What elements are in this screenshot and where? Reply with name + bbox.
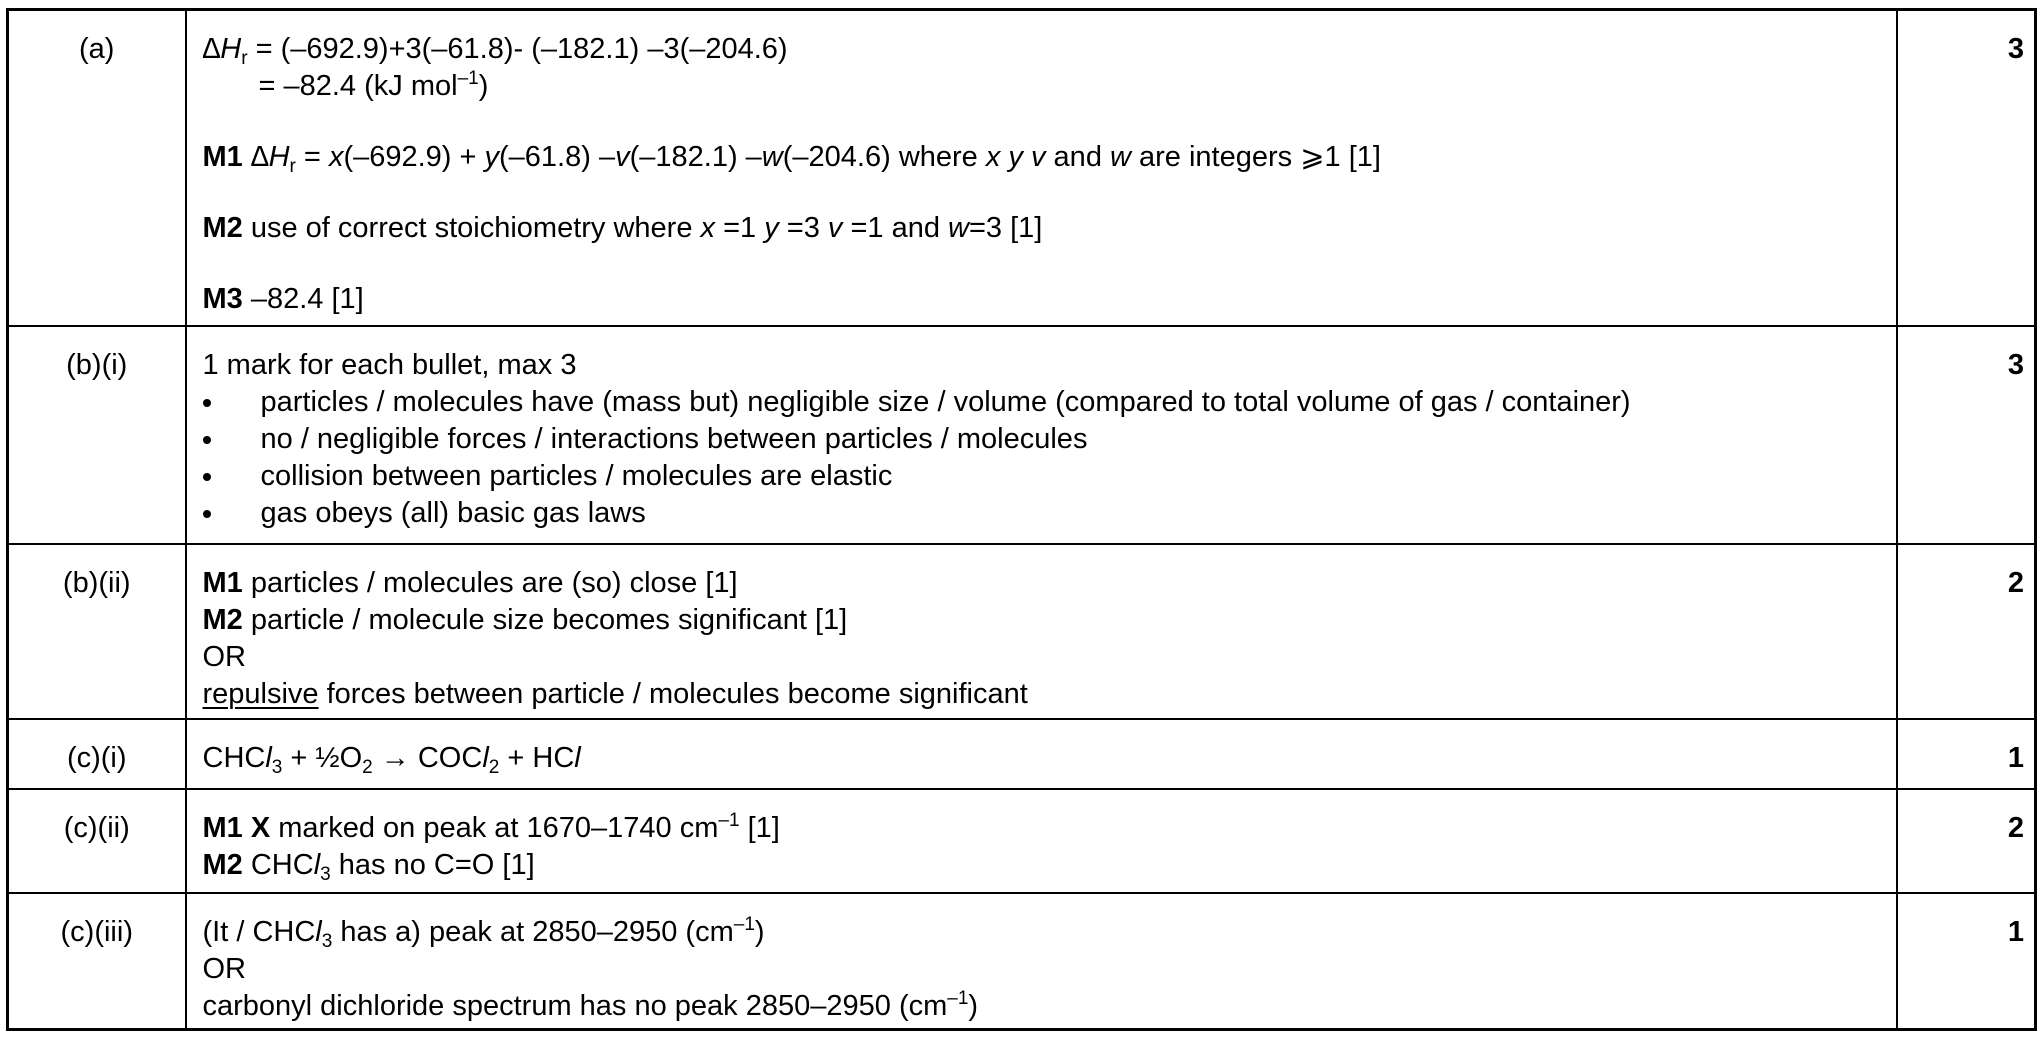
marks-cell — [1897, 719, 2036, 789]
table-row — [8, 326, 2036, 544]
chemical-equation: CHCl$_3$ + $\frac{1}{2}O_2$ → COCl$_2$ + HCl — [202, 741, 581, 778]
question-number-cell — [8, 893, 186, 1030]
answer-intro: 1 mark for each bullet, max 3 — [202, 348, 577, 381]
answer-cell — [186, 10, 1897, 326]
marking-point-m1: M1 X marked on peak at 1670–1740 $cm^{-1}$ [1] — [202, 809, 780, 844]
marks-value: 2 — [2007, 811, 2024, 844]
marks-value: 1 — [2007, 741, 2024, 774]
marks-value: 1 — [2007, 915, 2024, 948]
marks-cell — [1897, 10, 2036, 326]
marking-point-m2: M2 CHCl$_3$ has no C=O [1] — [202, 848, 535, 885]
question-number: (c)(iii) — [60, 915, 133, 948]
marks-cell — [1897, 326, 2036, 544]
mark-scheme-table — [6, 8, 2037, 1031]
question-number-cell — [8, 544, 186, 719]
marks-cell — [1897, 544, 2036, 719]
bullet-item: collision between particles / molecules are elastic — [203, 458, 1880, 495]
answer-line: $\Delta H_r = (-692.9)+3(-61.8)-$ (–182.1) –3(–204.6) — [202, 33, 788, 69]
table-row — [8, 544, 2036, 719]
answer-line: = –82.4 (kJ mol$^{-1}$) — [258, 68, 489, 102]
question-number-cell — [8, 326, 186, 544]
bullet-item: no / negligible forces / interactions between particles / molecules — [203, 421, 1880, 458]
question-number-cell — [8, 789, 186, 893]
marking-point-m3: M3 –82.4 [1] — [202, 283, 364, 315]
table-row — [8, 893, 2036, 1030]
marks-value: 3 — [2007, 33, 2024, 65]
answer-line: carbonyl dichloride spectrum has no peak 2850–2950 $(cm^{-1})$ — [202, 987, 979, 1022]
question-number: (b)(ii) — [62, 566, 131, 599]
question-number-cell — [8, 719, 186, 789]
marks-cell — [1897, 893, 2036, 1030]
or-separator: OR — [202, 640, 246, 673]
answer-cell — [186, 789, 1897, 893]
question-number: (a) — [79, 33, 115, 65]
question-number: (b)(i) — [66, 348, 128, 381]
answer-cell — [186, 544, 1897, 719]
or-separator: OR — [202, 952, 246, 985]
marking-point-m2: M2 particle / molecule size becomes significant [1] — [202, 603, 848, 636]
answer-cell — [186, 893, 1897, 1030]
answer-line: (It / CHCl$_3$ has a) peak at 2850–2950 $(cm^{-1})$ — [202, 913, 765, 952]
marks-value: 3 — [2007, 348, 2024, 381]
table-row — [8, 10, 2036, 326]
question-number: (c)(ii) — [63, 811, 130, 844]
marks-value: 2 — [2007, 566, 2024, 599]
answer-cell — [186, 326, 1897, 544]
table-row — [8, 789, 2036, 893]
question-number: (c)(i) — [66, 741, 127, 774]
marking-point-m2: M2 use of correct stoichiometry where x =1 y =3 v =1 and w=3 [1] — [202, 212, 1043, 244]
bullet-item: gas obeys (all) basic gas laws — [203, 495, 1880, 532]
answer-cell — [186, 719, 1897, 789]
table-row — [8, 719, 2036, 789]
marking-point-m1: M1 particles / molecules are (so) close [1] — [202, 566, 738, 599]
question-number-cell — [8, 10, 186, 326]
marking-point-m1: M1 $\Delta H_r = x(-692.9) + y(-61.8)$ –v(–182.1) –w(–204.6) where x y v and w are integers ⩾1 [1] — [202, 141, 1381, 177]
alternative-answer: repulsive forces between particle / molecules become significant — [202, 677, 1028, 710]
marks-cell — [1897, 789, 2036, 893]
bullet-item: particles / molecules have (mass but) negligible size / volume (compared to total volume of gas / container) — [203, 384, 1880, 421]
